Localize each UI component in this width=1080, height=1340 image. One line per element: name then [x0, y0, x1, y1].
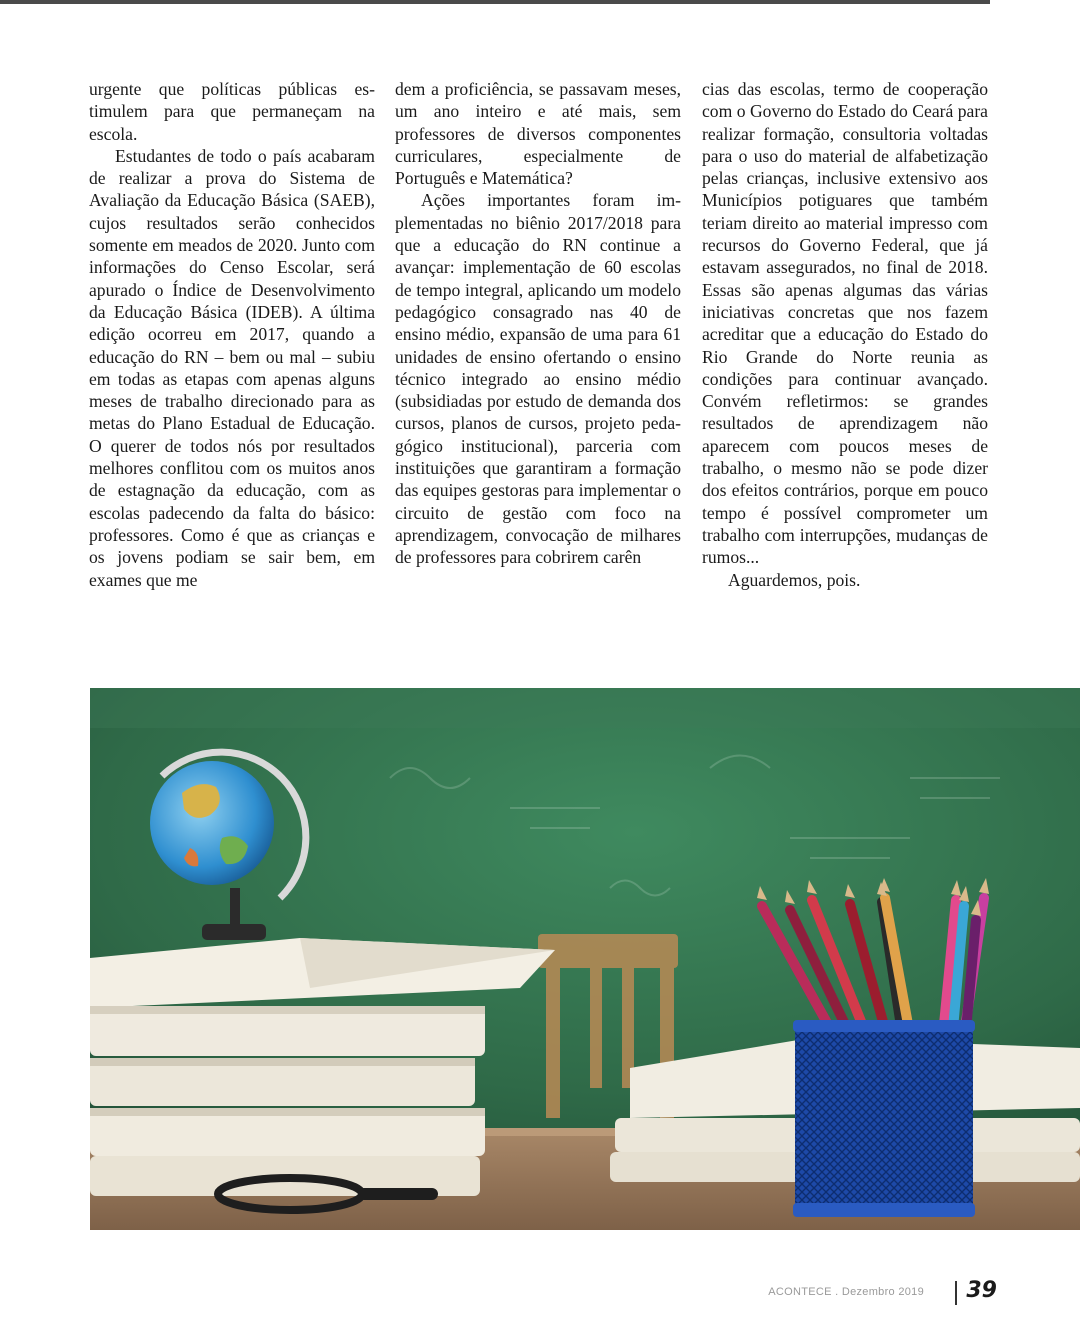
article-column-1	[89, 78, 375, 591]
article-column-2	[395, 78, 681, 569]
page-footer	[740, 1278, 1010, 1308]
paragraph: dem a proficiência, se passavam meses, um ano inteiro e até mais, sem professores de diversos componentes curriculares, especialmente de Português e Matemática?	[395, 79, 681, 189]
classroom-photo	[90, 688, 1080, 1230]
pencil-holder	[793, 1020, 975, 1217]
paragraph: Ações importantes foram implementadas no biênio 2017/2018 para que a educação do RN continue a avançar: implementação de 60 escolas de tempo integral, aplicando um modelo pedagógico consagrado nas 40 de ensino médio, expansão de uma para 61 unidades de ensino ofertando o ensino técnico integrado ao ensino médio (subsidiadas por estudo de demanda dos cursos, planos de cursos, projeto pedagógico institucional), parceria com instituições que garantiram a formação das equipes gestoras para implementar o circuito de gestão com foco na aprendizagem, convocação de milhares de professores para cobrirem carên	[395, 190, 681, 568]
footer-divider	[955, 1281, 957, 1305]
page-number: 39	[966, 1278, 997, 1303]
paragraph: cias das escolas, termo de cooperação com o Governo do Estado do Ceará para realizar formação, consultoria voltadas para o uso do material de alfabetização pelas crianças, inclusive extensivo aos Municípios potiguares que também teriam direito ao material impresso com recursos do Governo Federal, que já estavam assegurados, no final de 2018. Essas são apenas algumas das várias iniciativas concretas que nos fazem acreditar que a educação do Estado do Rio Grande do Norte reunia as condições para continuar avançado. Convém refletirmos: se grandes resultados de aprendizagem não aparecem com poucos meses de trabalho, o mesmo não se pode dizer dos efeitos contrários, porque em pouco tempo é possível comprometer um trabalho com interrupções, mudanças de rumos...	[702, 79, 988, 568]
article-column-3	[702, 78, 988, 591]
top-rule	[0, 0, 990, 4]
magazine-name: ACONTECE . Dezembro 2019	[768, 1286, 924, 1298]
paragraph: Aguardemos, pois.	[728, 569, 861, 590]
paragraph: Estudantes de todo o país acabaram de realizar a prova do Sistema de Avaliação da Educação Básica (SAEB), cujos resultados serão conhecidos somente em meados de 2020. Junto com informações do Censo Escolar, será apurado o Índice de Desenvolvimento da Educação Básica (IDEB). A última edição ocorreu em 2017, quando a educação do RN – bem ou mal – subiu em todas as etapas com apenas alguns meses de trabalho direcionado para as metas do Plano Estadual de Educação. O querer de todos nós por resultados melhores conflitou com os muitos anos de estagnação da educação, com as escolas padecendo da falta do básico: professores. Como é que as crianças e os jovens podiam se sair bem, em exames que me	[89, 145, 375, 590]
paragraph: urgente que políticas públicas estimulem para que permaneçam na escola.	[89, 79, 375, 144]
